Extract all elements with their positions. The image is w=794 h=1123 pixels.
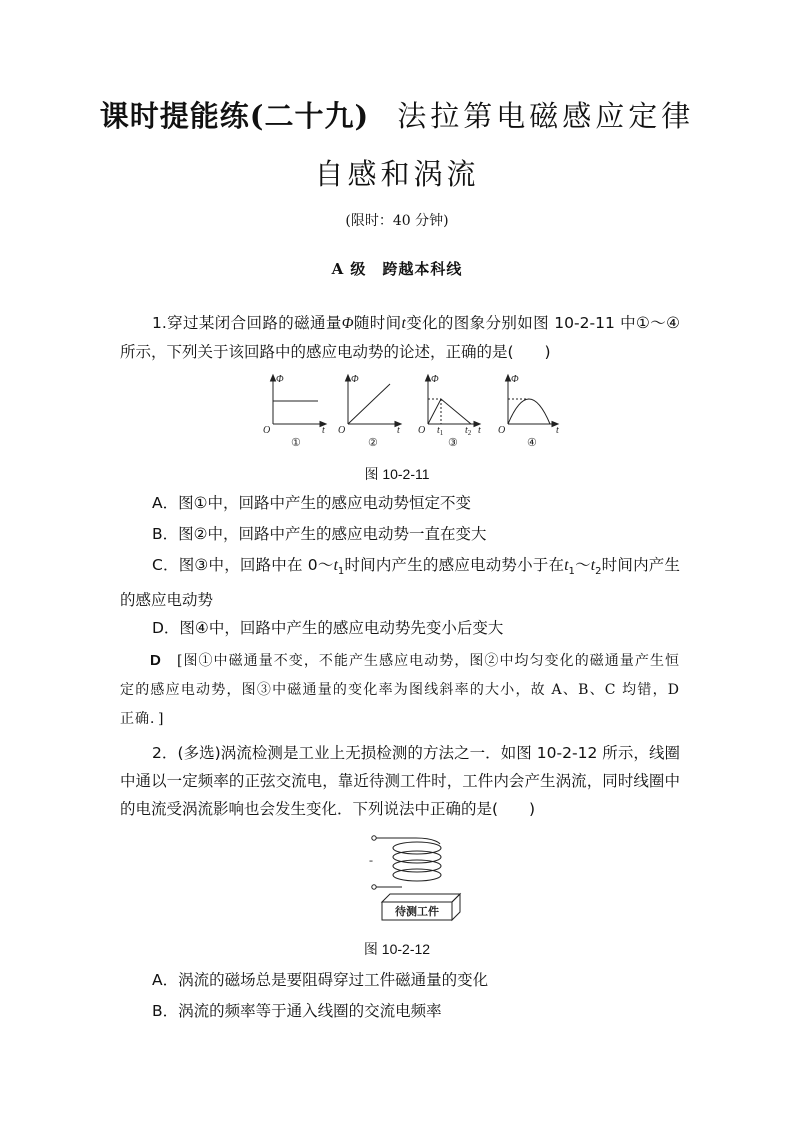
svg-text:Φ: Φ [511,374,519,385]
svg-text:Φ: Φ [276,374,284,385]
svg-text:t: t [322,425,325,436]
svg-text:O: O [338,425,346,436]
time-limit: (限时：40 分钟) [345,213,449,229]
svg-text:待测工件: 待测工件 [395,906,439,918]
q2-stem: 2．(多选)涡流检测是工业上无损检测的方法之一．如图 10-2-12 所示，线圈中通以一定频率的正弦交流电，靠近待测工件时，工件内会产生涡流，同时线圈中的电流受涡流影响也会发生变化．下列说法中正确的是( ) [120,744,680,818]
q1-answer: D [图①中磁通量不变，不能产生感应电动势，图②中均匀变化的磁通量产生恒定的感应电动势，图③中磁通量的变化率为图线斜率的大小，故 A、B、C 均错，D 正确．] [120,652,681,727]
q2-option-a: A．涡流的磁场总是要阻碍穿过工件磁通量的变化 [152,971,489,989]
title-sub: 法拉第电磁感应定律 [397,99,695,133]
svg-text:④: ④ [527,437,537,449]
svg-text:O: O [498,425,506,436]
q2-option-b: B．涡流的频率等于通入线圈的交流电频率 [152,1002,442,1020]
svg-text:t1: $t_1$ [437,425,444,437]
page-title [0,94,794,135]
svg-text:t: t [556,425,559,436]
svg-text:O: O [418,425,426,436]
svg-text:-: - [369,853,373,867]
answer-letter: D [150,652,162,669]
page-subtitle: 自感和涡流 [314,157,480,191]
svg-text:①: ① [291,437,301,449]
svg-text:t: t [478,425,481,436]
svg-text:Φ: Φ [431,374,439,385]
svg-text:②: ② [368,437,378,449]
q1-stem: 1.穿过某闭合回路的磁通量Φ随时间t变化的图象分别如图 10-2-11 中①～④所示，下列关于该回路中的感应电动势的论述，正确的是( ) [120,314,680,361]
svg-text:O: O [263,425,271,436]
svg-text:③: ③ [448,437,458,449]
figure-caption-10-2-11: 图 10-2-11 [364,466,430,482]
section-level: A 级 跨越本科线 [331,260,463,278]
svg-text:t: t [397,425,400,436]
figure-caption-10-2-12: 图 10-2-12 [363,941,431,957]
svg-text:Φ: Φ [351,374,359,385]
q1-figure [260,372,570,452]
q1-option-b: B．图②中，回路中产生的感应电动势一直在变大 [152,525,487,543]
q2-figure [360,830,470,930]
q1-option-a: A．图①中，回路中产生的感应电动势恒定不变 [152,494,472,512]
q1-option-c: C．图③中，回路中在 $0\sim t_1$时间内产生的感应电动势小于在$t_1\sim t_2$时间内产生的感应电动势 [120,556,680,610]
title-main: 课时提能练(二十九) [99,99,370,133]
svg-text:t2: $t_2$ [465,425,472,437]
q1-option-d: D．图④中，回路中产生的感应电动势先变小后变大 [152,619,504,637]
